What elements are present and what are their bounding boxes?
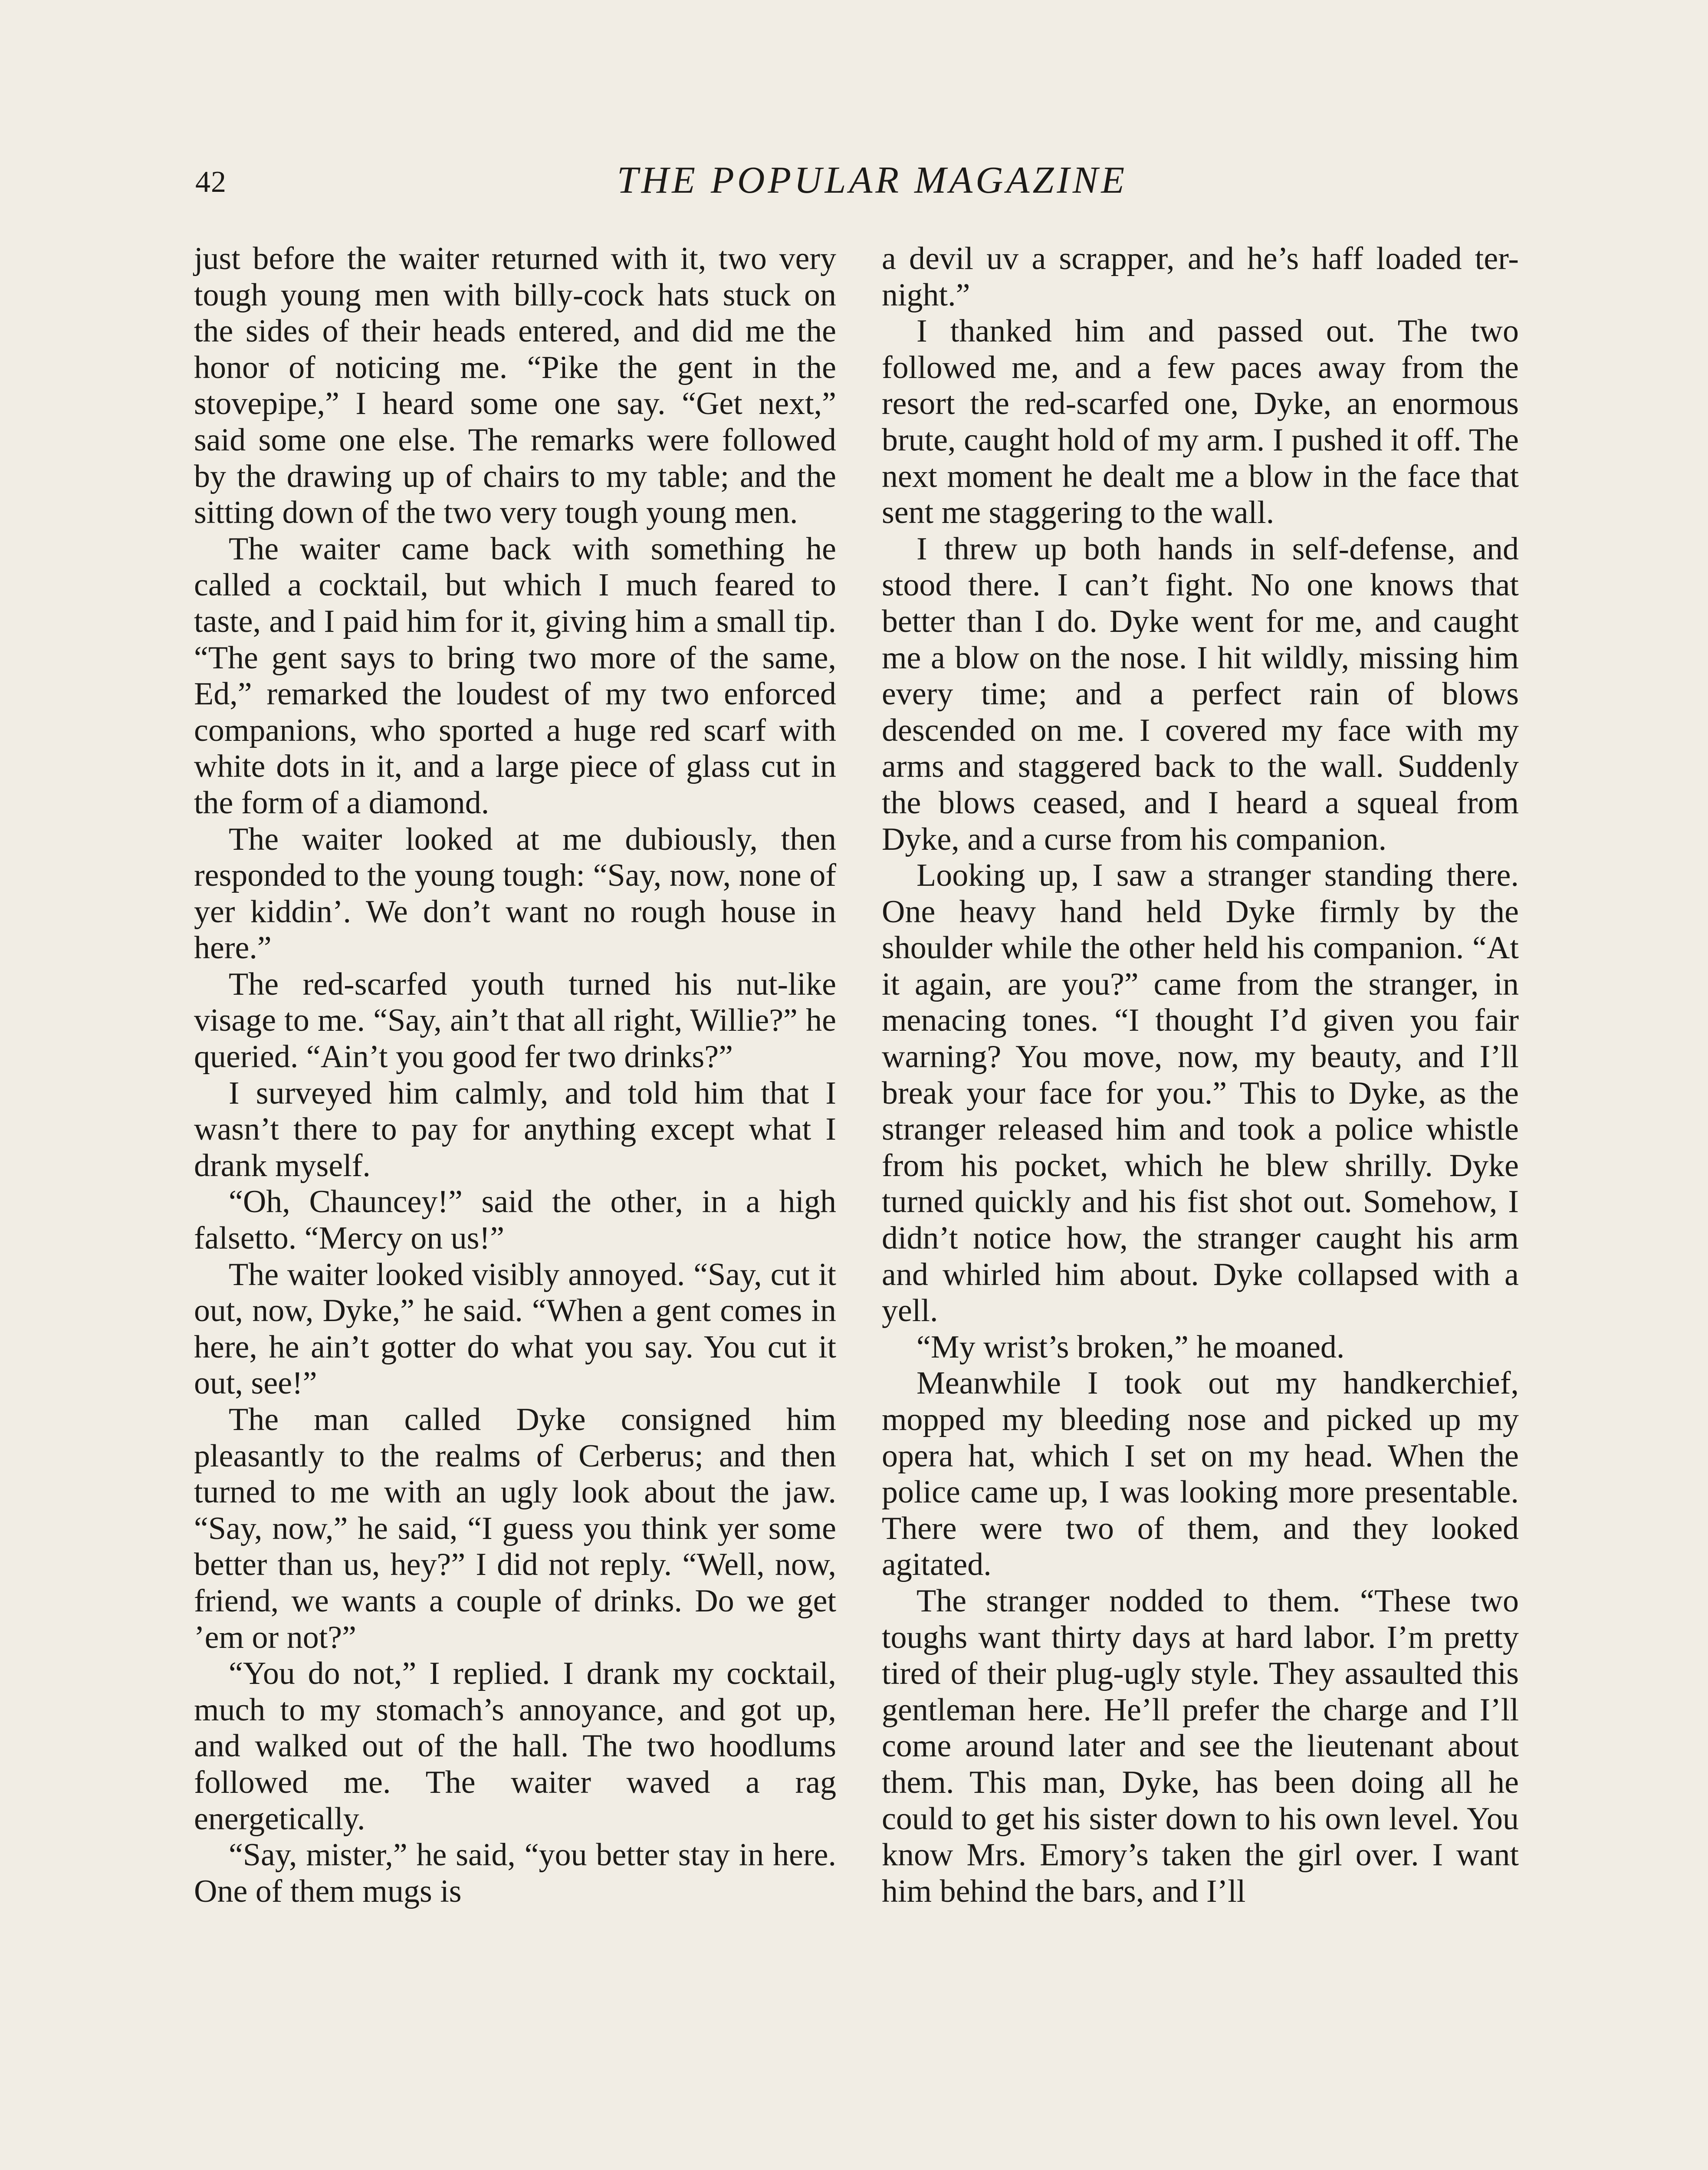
paragraph: “My wrist’s broken,” he moaned. xyxy=(916,1329,1345,1365)
paragraph: The waiter came back with something he called a cocktail, but which I much feared to taste, and I paid him for it, giving him a small tip. “The gent says to bring two more of the same, Ed,” remarked the loudest of my two enforced companions, who sported a huge red scarf with white dots in it, and a large piece of glass cut in the form of a diamond. xyxy=(194,531,836,821)
paragraph: The red-scarfed youth turned his nut-like visage to me. “Say, ain’t that all right, Willie?” he queried. “Ain’t you good fer two drinks?” xyxy=(194,966,836,1075)
right-column xyxy=(882,241,1519,1910)
paragraph: I surveyed him calmly, and told him that I wasn’t there to pay for anything except what I drank myself. xyxy=(194,1075,836,1184)
paragraph: The waiter looked at me dubiously, then responded to the young tough: “Say, now, none of yer kiddin’. We don’t want no rough house in here.” xyxy=(194,821,836,966)
paragraph: The man called Dyke consigned him pleasantly to the realms of Cerberus; and then turned to me with an ugly look about the jaw. “Say, now,” he said, “I guess you think yer some better than us, hey?” I did not reply. “Well, now, friend, we wants a couple of drinks. Do we get ’em or not?” xyxy=(194,1402,836,1655)
paragraph: a devil uv a scrapper, and he’s haff loaded ter-night.” xyxy=(882,241,1519,313)
paragraph: Looking up, I saw a stranger standing there. One heavy hand held Dyke firmly by the shoulder while the other held his companion. “At it again, are you?” came from the stranger, in menacing tones. “I thought I’d given you fair warning? You move, now, my beauty, and I’ll break your face for you.” This to Dyke, as the stranger released him and took a police whistle from his pocket, which he blew shrilly. Dyke turned quickly and his fist shot out. Somehow, I didn’t notice how, the stranger caught his arm and whirled him about. Dyke collapsed with a yell. xyxy=(882,858,1519,1329)
running-title: THE POPULAR MAGAZINE xyxy=(617,159,1128,201)
paragraph: “Oh, Chauncey!” said the other, in a high falsetto. “Mercy on us!” xyxy=(194,1184,836,1256)
paragraph: I threw up both hands in self-defense, and stood there. I can’t fight. No one knows that better than I do. Dyke went for me, and caught me a blow on the nose. I hit wildly, missing him every time; and a perfect rain of blows descended on me. I covered my face with my arms and staggered back to the wall. Suddenly the blows ceased, and I heard a squeal from Dyke, and a curse from his companion. xyxy=(882,531,1519,857)
paragraph: “Say, mister,” he said, “you better stay in here. One of them mugs is xyxy=(194,1837,836,1909)
paragraph: Meanwhile I took out my handkerchief, mopped my bleeding nose and picked up my opera hat, which I set on my head. When the police came up, I was looking more presentable. There were two of them, and they looked agitated. xyxy=(882,1365,1519,1583)
paragraph: The waiter looked visibly annoyed. “Say, cut it out, now, Dyke,” he said. “When a gent comes in here, he ain’t gotter do what you say. You cut it out, see!” xyxy=(194,1256,836,1401)
paragraph: I thanked him and passed out. The two followed me, and a few paces away from the resort the red-scarfed one, Dyke, an enormous brute, caught hold of my arm. I pushed it off. The next moment he dealt me a blow in the face that sent me staggering to the wall. xyxy=(882,313,1519,531)
page-number: 42 xyxy=(195,165,227,199)
paragraph: just before the waiter returned with it, two very tough young men with billy-cock hats stuck on the sides of their heads entered, and did me the honor of noticing me. “Pike the gent in the stovepipe,” I heard some one say. “Get next,” said some one else. The remarks were followed by the drawing up of chairs to my table; and the sitting down of the two very tough young men. xyxy=(194,241,836,531)
left-column xyxy=(194,241,836,1910)
paragraph: The stranger nodded to them. “These two toughs want thirty days at hard labor. I’m pretty tired of their plug-ugly style. They assaulted this gentleman here. He’ll prefer the charge and I’ll come around later and see the lieutenant about them. This man, Dyke, has been doing all he could to get his sister down to his own level. You know Mrs. Emory’s taken the girl over. I want him behind the bars, and I’ll xyxy=(882,1583,1519,1909)
paragraph: “You do not,” I replied. I drank my cocktail, much to my stomach’s annoyance, and got up, and walked out of the hall. The two hoodlums followed me. The waiter waved a rag energetically. xyxy=(194,1656,836,1837)
